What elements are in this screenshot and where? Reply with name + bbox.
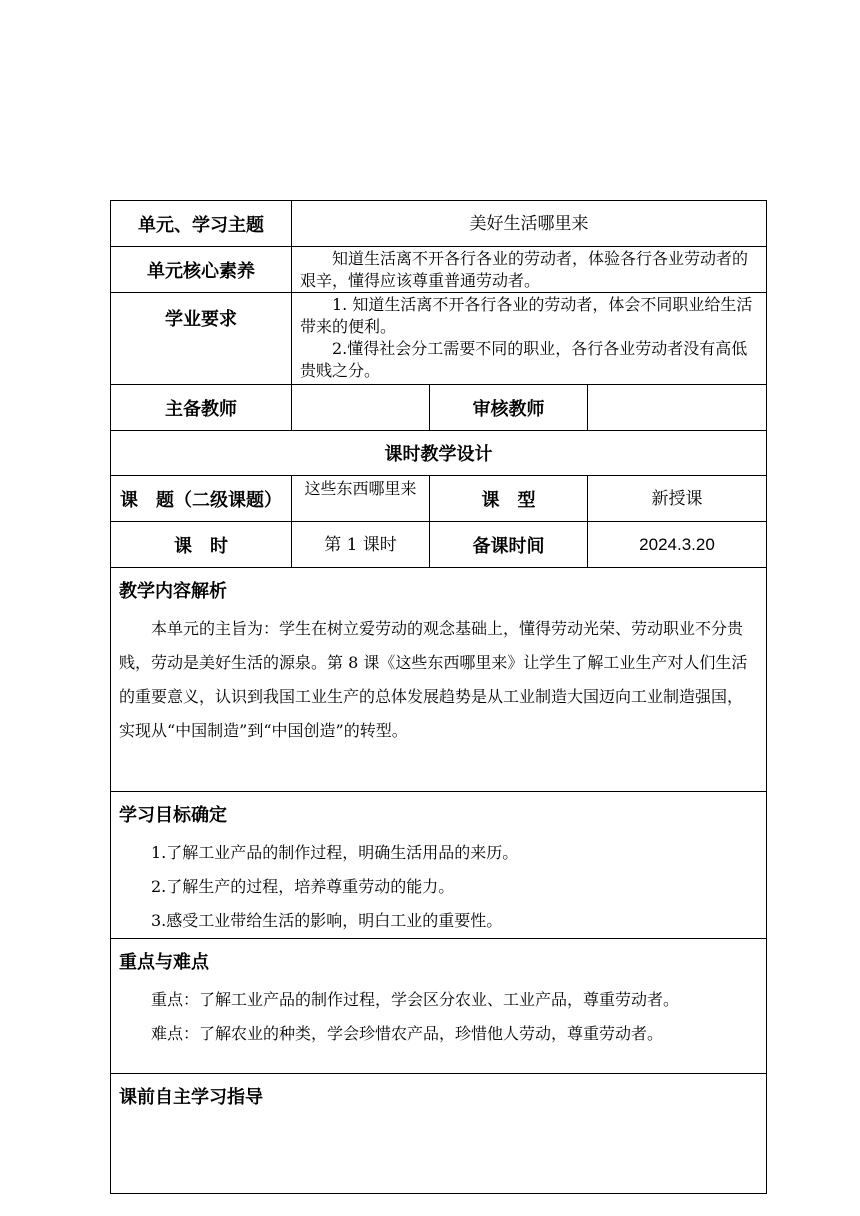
core-literacy-label: 单元核心素养 xyxy=(111,247,292,293)
lesson-type-value: 新授课 xyxy=(588,476,767,522)
lead-teacher-value xyxy=(292,385,430,431)
reviewer-value xyxy=(588,385,767,431)
prep-time-label: 备课时间 xyxy=(430,522,588,568)
learning-goals-section xyxy=(111,792,767,939)
requirements-label: 学业要求 xyxy=(111,293,292,385)
preview-guidance-title: 课前自主学习指导 xyxy=(119,1087,263,1108)
goal-item-2: 2.了解生产的过程，培养尊重劳动的能力。 xyxy=(151,877,455,896)
key-points-section xyxy=(111,939,767,1074)
requirement-item-2: 2.懂得社会分工需要不同的职业，各行各业劳动者没有高低贵贱之分。 xyxy=(300,339,748,380)
period-value: 第 1 课时 xyxy=(292,522,430,568)
content-analysis-text: 本单元的主旨为：学生在树立爱劳动的观念基础上，懂得劳动光荣、劳动职业不分贵贱，劳动是美好生活的源泉。第 8 课《这些东西哪里来》让学生了解工业生产对人们生活的重要意义，认识到我国工业生产的总体发展趋势是从工业制造大国迈向工业制造强国，实现从“中国制造”到“中国创造”的转型。 xyxy=(119,619,748,740)
unit-theme-value: 美好生活哪里来 xyxy=(292,201,767,247)
lesson-design-title: 课时教学设计 xyxy=(111,431,767,476)
key-points-title: 重点与难点 xyxy=(119,952,209,973)
key-point-text: 重点：了解工业产品的制作过程，学会区分农业、工业产品，尊重劳动者。 xyxy=(151,990,680,1009)
goal-item-3: 3.感受工业带给生活的影响，明白工业的重要性。 xyxy=(151,911,503,930)
unit-theme-label: 单元、学习主题 xyxy=(111,201,292,247)
lesson-plan-table xyxy=(110,200,766,1194)
content-analysis-body xyxy=(111,604,766,748)
requirement-item-1: 1. 知道生活离不开各行各业的劳动者，体会不同职业给生活带来的便利。 xyxy=(300,295,753,336)
requirements-cell xyxy=(292,293,767,385)
topic-label: 课 题（二级课题） xyxy=(111,476,292,522)
reviewer-label: 审核教师 xyxy=(430,385,588,431)
learning-goals-body xyxy=(111,828,766,938)
key-points-body xyxy=(111,975,766,1051)
preview-guidance-section xyxy=(111,1074,767,1194)
lesson-type-label: 课 型 xyxy=(430,476,588,522)
prep-time-value: 2024.3.20 xyxy=(588,522,767,568)
content-analysis-title: 教学内容解析 xyxy=(119,581,227,602)
core-literacy-cell xyxy=(292,247,767,293)
core-literacy-value: 知道生活离不开各行各业的劳动者，体验各行各业劳动者的艰辛，懂得应该尊重普通劳动者。 xyxy=(300,248,749,290)
topic-value: 这些东西哪里来 xyxy=(292,476,430,522)
period-label: 课 时 xyxy=(111,522,292,568)
lead-teacher-label: 主备教师 xyxy=(111,385,292,431)
difficulty-text: 难点：了解农业的种类，学会珍惜农产品，珍惜他人劳动，尊重劳动者。 xyxy=(151,1024,664,1043)
content-analysis-section xyxy=(111,568,767,792)
goal-item-1: 1.了解工业产品的制作过程，明确生活用品的来历。 xyxy=(151,843,519,862)
learning-goals-title: 学习目标确定 xyxy=(119,805,227,826)
